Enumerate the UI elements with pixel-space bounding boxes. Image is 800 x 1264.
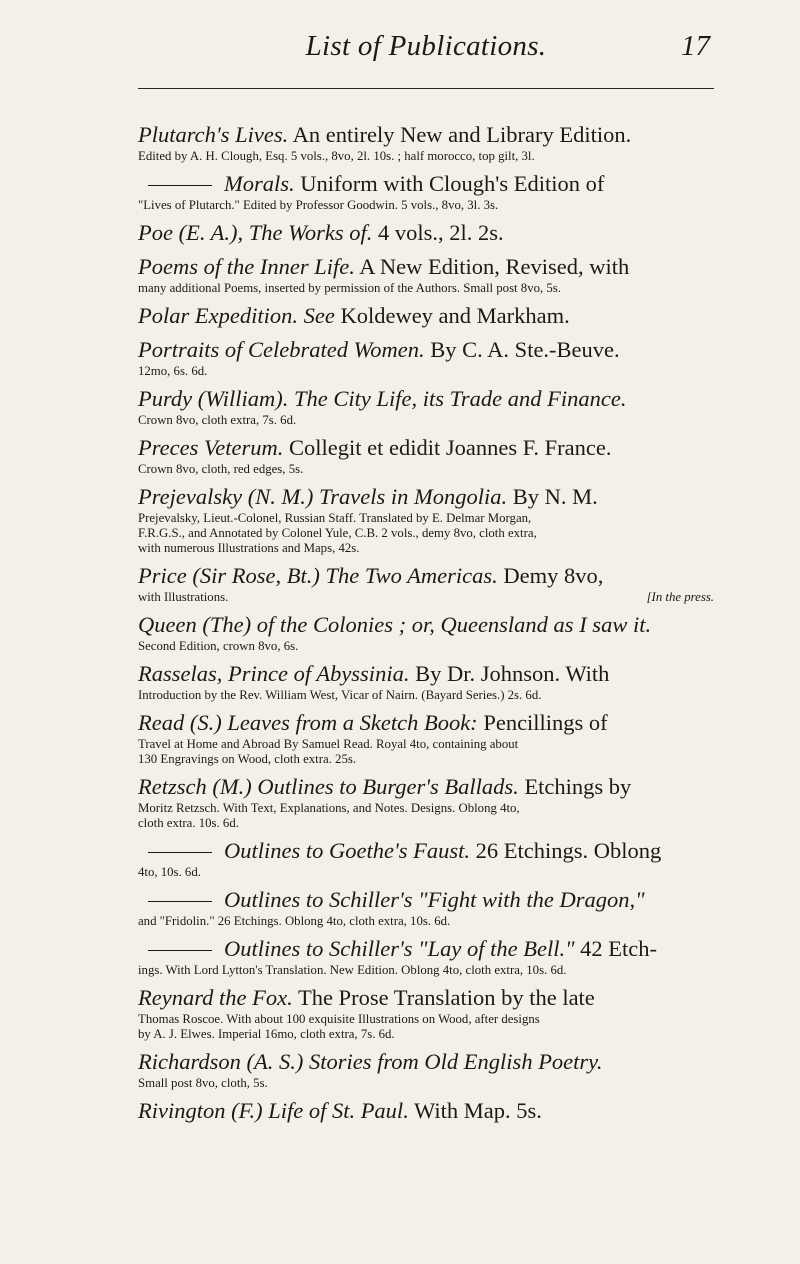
entry-detail: 4to, 10s. 6d. [138, 865, 201, 879]
entry-title: Queen (The) of the Colonies ; or, Queensland as I saw it. [138, 612, 652, 637]
entry-heading-rest: By Dr. Johnson. With [409, 661, 610, 686]
entry-heading-rest: Etchings by [518, 774, 632, 799]
entry-heading [138, 935, 714, 963]
entry-heading [138, 886, 714, 914]
entry-detail: with Illustrations. [In the press. [138, 590, 714, 604]
entry-heading [138, 302, 714, 330]
ditto-dash [148, 852, 212, 853]
entry-title: Polar Expedition. See [138, 303, 335, 328]
entry-heading [138, 253, 714, 281]
entry-title: Portraits of Celebrated Women. [138, 337, 425, 362]
publication-entry [138, 483, 714, 556]
entry-heading-rest: 4 vols., 2l. 2s. [372, 220, 504, 245]
entry-title: Reynard the Fox. [138, 985, 293, 1010]
entry-detail: Small post 8vo, cloth, 5s. [138, 1076, 268, 1090]
entry-title: Read (S.) Leaves from a Sketch Book: [138, 710, 478, 735]
entry-title: Poe (E. A.), The Works of. [138, 220, 373, 245]
entry-detail: Introduction by the Rev. William West, Vicar of Nairn. (Bayard Series.) 2s. 6d. [138, 688, 542, 702]
page-header [138, 28, 714, 89]
entry-detail: Moritz Retzsch. With Text, Explanations, and Notes. Designs. Oblong 4to, [138, 801, 520, 815]
entry-title: Outlines to Schiller's "Fight with the Dragon," [224, 887, 645, 912]
entry-heading [138, 336, 714, 364]
entry-heading [138, 434, 714, 462]
publication-entry [138, 709, 714, 767]
entry-detail: 12mo, 6s. 6d. [138, 364, 208, 378]
ditto-dash [148, 950, 212, 951]
entry-title: Price (Sir Rose, Bt.) The Two Americas. [138, 563, 498, 588]
entry-detail: Crown 8vo, cloth extra, 7s. 6d. [138, 413, 297, 427]
entry-heading [138, 483, 714, 511]
entry-heading [138, 611, 714, 639]
publication-entry [138, 611, 714, 654]
ditto-dash [148, 185, 212, 186]
entry-detail: Second Edition, crown 8vo, 6s. [138, 639, 299, 653]
entry-detail: ings. With Lord Lytton's Translation. New Edition. Oblong 4to, cloth extra, 10s. 6d. [138, 963, 567, 977]
publication-entry [138, 837, 714, 880]
publication-entry [138, 385, 714, 428]
entry-detail: many additional Poems, inserted by permission of the Authors. Small post 8vo, 5s. [138, 281, 561, 295]
entry-heading-rest: An entirely New and Library Edition. [288, 122, 632, 147]
publication-entry [138, 1048, 714, 1091]
entry-detail: Travel at Home and Abroad By Samuel Read. Royal 4to, containing about [138, 737, 519, 751]
entry-heading-rest: With Map. 5s. [408, 1098, 542, 1123]
entry-title: Outlines to Goethe's Faust. [224, 838, 471, 863]
entry-detail: Crown 8vo, cloth, red edges, 5s. [138, 462, 304, 476]
entry-title: Rasselas, Prince of Abyssinia. [138, 661, 410, 686]
entry-heading-rest: Demy 8vo, [497, 563, 604, 588]
publication-entry [138, 434, 714, 477]
entry-heading-rest: By N. M. [507, 484, 598, 509]
entry-title: Plutarch's Lives. [138, 122, 289, 147]
entry-heading-rest: By C. A. Ste.-Beuve. [424, 337, 620, 362]
entry-title: Richardson (A. S.) Stories from Old English Poetry. [138, 1049, 603, 1074]
entry-heading-rest: Uniform with Clough's Edition of [294, 171, 605, 196]
entry-title: Purdy (William). The City Life, its Trade and Finance. [138, 386, 627, 411]
entry-detail: cloth extra. 10s. 6d. [138, 816, 239, 830]
entry-detail: Edited by A. H. Clough, Esq. 5 vols., 8vo, 2l. 10s. ; half morocco, top gilt, 3l. [138, 149, 535, 163]
entry-detail: Prejevalsky, Lieut.-Colonel, Russian Staff. Translated by E. Delmar Morgan, [138, 511, 532, 525]
entry-heading [138, 219, 714, 247]
running-title: List of Publications. [305, 30, 547, 62]
entry-title: Poems of the Inner Life. [138, 254, 355, 279]
entry-heading-rest: A New Edition, Revised, with [354, 254, 630, 279]
entry-heading-rest: 42 Etch- [574, 936, 658, 961]
page-number: 17 [681, 30, 710, 62]
entry-heading-rest: The Prose Translation by the late [292, 985, 595, 1010]
entry-detail: and "Fridolin." 26 Etchings. Oblong 4to, cloth extra, 10s. 6d. [138, 914, 451, 928]
entry-heading-rest: Collegit et edidit Joannes F. France. [283, 435, 612, 460]
entry-detail: by A. J. Elwes. Imperial 16mo, cloth extra, 7s. 6d. [138, 1027, 395, 1041]
publication-entry [138, 253, 714, 296]
publication-entry [138, 336, 714, 379]
entry-title: Rivington (F.) Life of St. Paul. [138, 1098, 409, 1123]
entry-title: Morals. [224, 171, 295, 196]
entry-heading [138, 709, 714, 737]
entry-heading [138, 385, 714, 413]
entry-heading-rest: Koldewey and Markham. [334, 303, 570, 328]
entry-heading [138, 773, 714, 801]
entry-title: Outlines to Schiller's "Lay of the Bell." [224, 936, 575, 961]
publication-entry [138, 170, 714, 213]
publication-list [138, 121, 714, 1125]
entry-note: [In the press. [646, 590, 714, 604]
entry-heading [138, 562, 714, 590]
publication-entry [138, 886, 714, 929]
entry-detail: F.R.G.S., and Annotated by Colonel Yule, C.B. 2 vols., demy 8vo, cloth extra, [138, 526, 537, 540]
entry-title: Retzsch (M.) Outlines to Burger's Ballads. [138, 774, 519, 799]
entry-heading-rest: 26 Etchings. Oblong [470, 838, 662, 863]
entry-heading [138, 984, 714, 1012]
entry-detail: with numerous Illustrations and Maps, 42s. [138, 541, 360, 555]
entry-heading-rest: Pencillings of [477, 710, 608, 735]
entry-detail: Thomas Roscoe. With about 100 exquisite Illustrations on Wood, after designs [138, 1012, 540, 1026]
entry-detail: 130 Engravings on Wood, cloth extra. 25s. [138, 752, 357, 766]
publication-entry [138, 562, 714, 605]
entry-title: Preces Veterum. [138, 435, 284, 460]
publication-entry [138, 121, 714, 164]
publication-entry [138, 219, 714, 247]
entry-title: Prejevalsky (N. M.) Travels in Mongolia. [138, 484, 508, 509]
entry-detail: "Lives of Plutarch." Edited by Professor Goodwin. 5 vols., 8vo, 3l. 3s. [138, 198, 499, 212]
entry-heading [138, 1048, 714, 1076]
entry-heading [138, 660, 714, 688]
publication-entry [138, 660, 714, 703]
publication-entry [138, 302, 714, 330]
entry-heading [138, 837, 714, 865]
entry-heading [138, 170, 714, 198]
publication-entry [138, 773, 714, 831]
ditto-dash [148, 901, 212, 902]
entry-heading [138, 121, 714, 149]
publication-entry [138, 984, 714, 1042]
entry-heading [138, 1097, 714, 1125]
publication-entry [138, 1097, 714, 1125]
publication-entry [138, 935, 714, 978]
